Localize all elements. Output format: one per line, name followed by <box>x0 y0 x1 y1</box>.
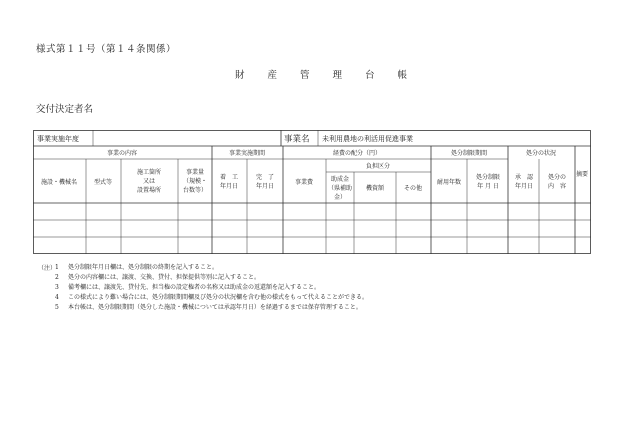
group-project-contents: 事業の内容 <box>106 150 138 157</box>
group-disposal-limit-period: 処分制限期間 <box>450 150 488 157</box>
col-project-cost: 事業費 <box>294 179 314 186</box>
col-approval-date-1: 承 認 <box>514 174 534 181</box>
col-construction-site-1: 施工箇所 <box>136 169 162 176</box>
col-useful-life: 耐用年数 <box>436 179 462 186</box>
col-disposal-contents-2: 内 容 <box>547 183 567 190</box>
document-title: 財産管理台帳 <box>235 70 431 81</box>
note-number: 5 <box>55 304 59 311</box>
col-other: その他 <box>403 185 423 192</box>
col-start-date-1: 着 工 <box>219 174 239 181</box>
col-disposal-contents-1: 処分の <box>547 174 567 181</box>
group-disposal-status: 処分の状況 <box>525 150 557 157</box>
col-project-volume-2: （規模・ <box>182 178 208 185</box>
col-disposal-limit-date-2: 年 月 日 <box>477 183 499 190</box>
note-text: 処分の内容欄には、譲渡、交換、貸付、担保提供等別に記入すること。 <box>68 274 261 281</box>
col-own-funds: 機資額 <box>365 185 385 192</box>
col-model: 型式等 <box>93 179 113 186</box>
table-border <box>34 131 591 254</box>
group-cost-allocation: 経費の配分（円） <box>332 150 382 157</box>
col-construction-site-2: 又は <box>142 178 156 185</box>
col-facility-machine-name: 施設・機械名 <box>40 179 78 186</box>
note-number: 3 <box>55 284 59 291</box>
col-construction-site-3: 設置場所 <box>136 187 162 194</box>
group-burden-category: 負担区分 <box>365 163 391 170</box>
property-ledger-table <box>33 130 591 254</box>
col-project-volume-3: 台数等） <box>182 187 208 194</box>
note-text: 本台帳は、処分制限期間（処分した施設・機械については承認年月日）を経過するまでは保存管理すること。 <box>68 304 362 311</box>
note-text: 備考欄には、譲渡先、貸付先、担当権の設定権者の名称又は助成金の返還額を記入すること。 <box>68 284 321 291</box>
notes-prefix: （注） <box>38 265 57 272</box>
note-text: 処分制限年月日欄は、処分制限の終期を記入すること。 <box>68 264 219 271</box>
form-number: 様式第１１号（第１４条関係） <box>36 44 177 55</box>
col-subsidy-3: 金） <box>333 194 347 201</box>
note-number: 1 <box>55 264 59 271</box>
project-name-label: 事業名 <box>284 134 310 145</box>
col-remarks: 摘要 <box>575 171 589 178</box>
note-text: この様式により難い場合には、処分制限期間欄及び処分の状況欄を含む他の様式をもって代えることができる。 <box>68 294 369 301</box>
note-number: 2 <box>55 274 59 281</box>
project-name-value: 未利用農地の利活用促進事業 <box>322 135 413 143</box>
col-subsidy-2: （県補助 <box>327 185 353 192</box>
col-disposal-limit-date-1: 処分制限 <box>475 174 501 181</box>
col-project-volume-1: 事業量 <box>185 169 205 176</box>
col-subsidy-1: 助成金 <box>330 176 350 183</box>
fiscal-year-label: 事業実施年度 <box>37 135 79 143</box>
group-project-period: 事業実施期間 <box>228 150 266 157</box>
issuer-label: 交付決定者名 <box>36 104 94 115</box>
col-approval-date-2: 年月日 <box>514 183 534 190</box>
note-number: 4 <box>55 294 59 301</box>
col-completion-date-1: 完 了 <box>255 174 275 181</box>
col-start-date-2: 年月日 <box>219 183 239 190</box>
col-completion-date-2: 年月日 <box>255 183 275 190</box>
